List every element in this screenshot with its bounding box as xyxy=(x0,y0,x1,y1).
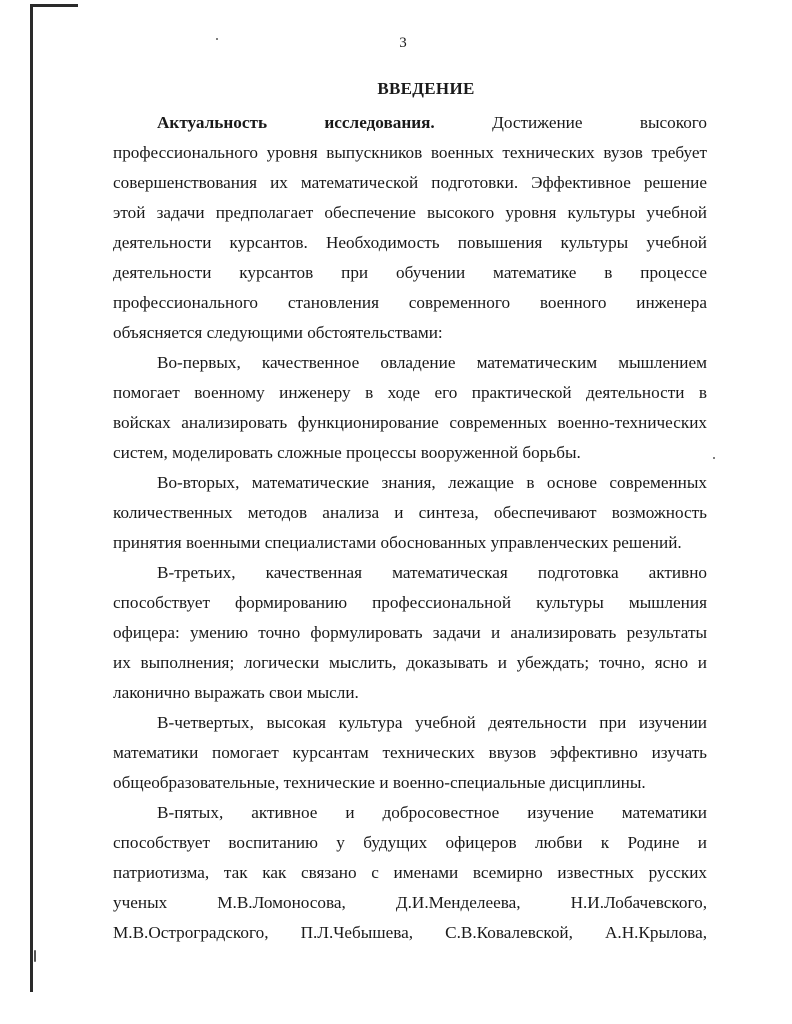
paragraph-line: ученых М.В.Ломоносова, Д.И.Менделеева, Н.И.Лобачевского, xyxy=(113,893,707,912)
scan-speck xyxy=(34,950,36,962)
paragraph-line: офицера: умению точно формулировать задачи и анализировать результаты xyxy=(113,623,707,642)
paragraph-line: способствует формированию профессиональной культуры мышления xyxy=(113,593,707,612)
paragraph-line: патриотизма, так как связано с именами всемирно известных русских xyxy=(113,863,707,882)
section-heading: ВВЕДЕНИЕ xyxy=(377,79,475,98)
paragraph-line: объясняется следующими обстоятельствами: xyxy=(113,323,443,342)
paragraph-line: войсках анализировать функционирование современных военно-технических xyxy=(113,413,707,432)
paragraph-line: деятельности курсантов при обучении математике в процессе xyxy=(113,263,707,282)
paragraph-line: систем, моделировать сложные процессы вооруженной борьбы. xyxy=(113,443,581,462)
scan-edge-top xyxy=(30,4,78,7)
paragraph-line: М.В.Остроградского, П.Л.Чебышева, С.В.Ковалевской, А.Н.Крылова, xyxy=(113,923,707,942)
line-text: Достижение высокого xyxy=(434,113,707,132)
body-text xyxy=(113,108,707,948)
paragraph-line: принятия военными специалистами обоснованных управленческих решений. xyxy=(113,533,682,552)
paragraph-line: В-четвертых, высокая культура учебной деятельности при изучении xyxy=(157,713,707,732)
paragraph-line: Во-вторых, математические знания, лежащие в основе современных xyxy=(157,473,707,492)
paragraph-line: В-третьих, качественная математическая подготовка активно xyxy=(157,563,707,582)
paragraph-line: профессионального уровня выпускников военных технических вузов требует xyxy=(113,143,707,162)
scan-edge-left xyxy=(30,4,33,992)
paragraph-line: этой задачи предполагает обеспечение высокого уровня культуры учебной xyxy=(113,203,707,222)
paragraph-line: Во-первых, качественное овладение математическим мышлением xyxy=(157,353,707,372)
paragraph-line: способствует воспитанию у будущих офицеров любви к Родине и xyxy=(113,833,707,852)
paragraph-line: профессионального становления современного военного инженера xyxy=(113,293,707,312)
paragraph-line: общеобразовательные, технические и военно-специальные дисциплины. xyxy=(113,773,646,792)
paragraph-line xyxy=(113,108,707,138)
scan-speck xyxy=(713,457,715,459)
paragraph-line: количественных методов анализа и синтеза, обеспечивают возможность xyxy=(113,503,707,522)
paragraph-line: деятельности курсантов. Необходимость повышения культуры учебной xyxy=(113,233,707,252)
paragraph-line: математики помогает курсантам технических ввузов эффективно изучать xyxy=(113,743,707,762)
lead-bold-phrase: Актуальность исследования. xyxy=(157,113,435,132)
paragraph-line: лаконично выражать свои мысли. xyxy=(113,683,359,702)
paragraph-line: В-пятых, активное и добросовестное изучение математики xyxy=(157,803,707,822)
paragraph-line: совершенствования их математической подготовки. Эффективное решение xyxy=(113,173,707,192)
paragraph-line: помогает военному инженеру в ходе его практической деятельности в xyxy=(113,383,707,402)
page-number: 3 xyxy=(399,35,407,51)
paragraph-line: их выполнения; логически мыслить, доказывать и убеждать; точно, ясно и xyxy=(113,653,707,672)
